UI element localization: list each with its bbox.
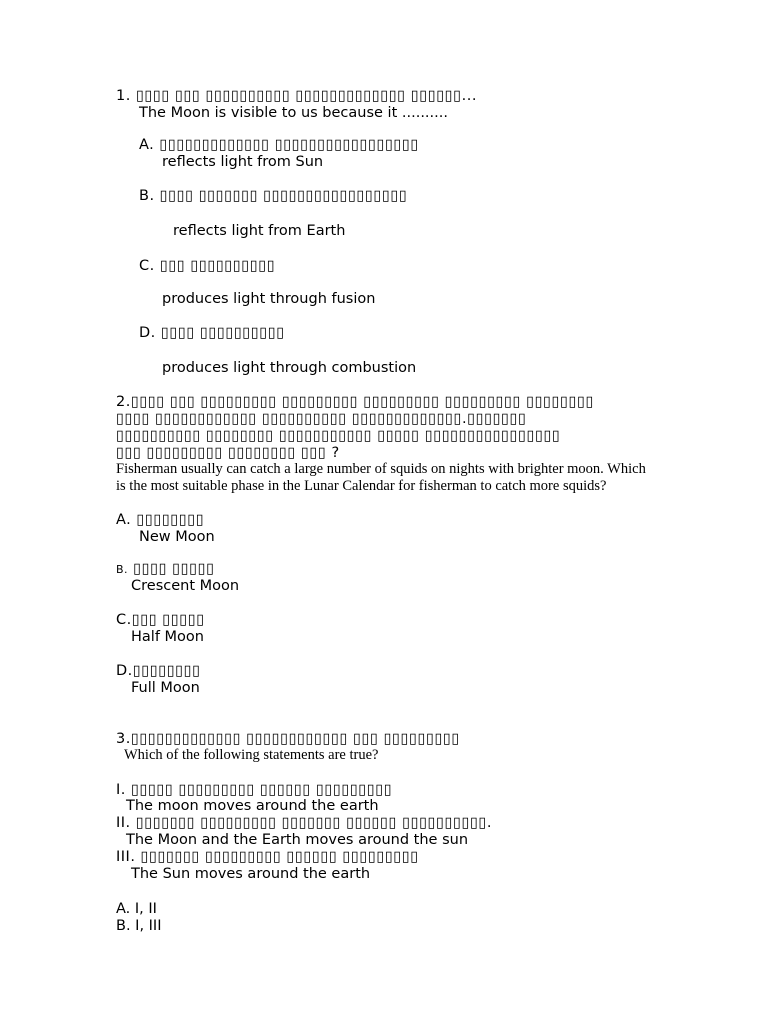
- q2-option-b-native: [116, 561, 215, 578]
- q2-option-d-native: D.▯▯▯▯▯▯▯▯: [116, 663, 201, 679]
- q3-answer-b: B. I, III: [116, 918, 162, 934]
- q3-answer-a: A. I, II: [116, 901, 157, 917]
- q3-question-native: 3.▯▯▯▯▯▯▯▯▯▯▯▯▯ ▯▯▯▯▯▯▯▯▯▯▯▯ ▯▯▯ ▯▯▯▯▯▯▯▯▯: [116, 731, 460, 747]
- q2-question-native-line-2: ▯▯▯▯ ▯▯▯▯▯▯▯▯▯▯▯▯ ▯▯▯▯▯▯▯▯▯▯ ▯▯▯▯▯▯▯▯▯▯▯▯▯.▯▯▯▯▯▯▯: [116, 411, 527, 427]
- q1-option-d-native: D. ▯▯▯▯ ▯▯▯▯▯▯▯▯▯▯: [139, 325, 285, 341]
- q1-option-d-english: produces light through combustion: [162, 360, 417, 376]
- q1-option-c-english: produces light through fusion: [162, 291, 376, 307]
- q2-option-d-english: Full Moon: [131, 680, 200, 696]
- q2-option-b-letter: B.: [116, 563, 129, 576]
- q1-question-english: The Moon is visible to us because it ..........: [139, 105, 448, 121]
- q3-question-english: Which of the following statements are true?: [124, 747, 379, 763]
- q1-question-native: 1. ▯▯▯▯ ▯▯▯ ▯▯▯▯▯▯▯▯▯▯ ▯▯▯▯▯▯▯▯▯▯▯▯▯ ▯▯▯▯▯▯...: [116, 88, 477, 104]
- q2-option-a-native: A. ▯▯▯▯▯▯▯▯: [116, 512, 205, 528]
- q1-option-c-native: C. ▯▯▯ ▯▯▯▯▯▯▯▯▯▯: [139, 258, 276, 274]
- q2-option-c-native: C.▯▯▯ ▯▯▯▯▯: [116, 612, 205, 628]
- q3-statement-2-english: The Moon and the Earth moves around the sun: [126, 832, 469, 848]
- q2-question-native-line-3: ▯▯▯▯▯▯▯▯▯▯ ▯▯▯▯▯▯▯▯ ▯▯▯▯▯▯▯▯▯▯▯ ▯▯▯▯▯ ▯▯▯▯▯▯▯▯▯▯▯▯▯▯▯▯: [116, 428, 561, 444]
- q2-question-native-line-4: ▯▯▯ ▯▯▯▯▯▯▯▯▯ ▯▯▯▯▯▯▯▯ ▯▯▯ ?: [116, 445, 340, 461]
- q3-statement-3-native: III. ▯▯▯▯▯▯▯ ▯▯▯▯▯▯▯▯▯ ▯▯▯▯▯▯ ▯▯▯▯▯▯▯▯▯: [116, 849, 419, 865]
- q3-statement-3-english: The Sun moves around the earth: [131, 866, 371, 882]
- q2-question-english: Fisherman usually can catch a large number of squids on nights with brighter moon. Which is the most suitable phase in the Lunar Calendar for fisherman to catch more squids?: [116, 461, 646, 494]
- q3-statement-1-english: The moon moves around the earth: [126, 798, 379, 814]
- q3-statement-2-native: II. ▯▯▯▯▯▯▯ ▯▯▯▯▯▯▯▯▯ ▯▯▯▯▯▯▯ ▯▯▯▯▯▯ ▯▯▯▯▯▯▯▯▯▯.: [116, 815, 493, 831]
- q2-option-c-english: Half Moon: [131, 629, 204, 645]
- q2-question-native-line-1: 2.▯▯▯▯ ▯▯▯ ▯▯▯▯▯▯▯▯▯ ▯▯▯▯▯▯▯▯▯ ▯▯▯▯▯▯▯▯▯ ▯▯▯▯▯▯▯▯▯ ▯▯▯▯▯▯▯▯: [116, 394, 594, 410]
- q1-option-b-native: B. ▯▯▯▯ ▯▯▯▯▯▯▯ ▯▯▯▯▯▯▯▯▯▯▯▯▯▯▯▯▯: [139, 188, 408, 204]
- q3-statement-1-native: I. ▯▯▯▯▯ ▯▯▯▯▯▯▯▯▯ ▯▯▯▯▯▯ ▯▯▯▯▯▯▯▯▯: [116, 782, 393, 798]
- q2-option-a-english: New Moon: [139, 529, 215, 545]
- q1-option-a-native: A. ▯▯▯▯▯▯▯▯▯▯▯▯▯ ▯▯▯▯▯▯▯▯▯▯▯▯▯▯▯▯▯: [139, 137, 419, 153]
- q2-option-b-native-text: ▯▯▯▯ ▯▯▯▯▯: [128, 561, 215, 577]
- q2-option-b-english: Crescent Moon: [131, 578, 240, 594]
- q1-option-b-english: reflects light from Earth: [173, 223, 346, 239]
- q1-option-a-english: reflects light from Sun: [162, 154, 324, 170]
